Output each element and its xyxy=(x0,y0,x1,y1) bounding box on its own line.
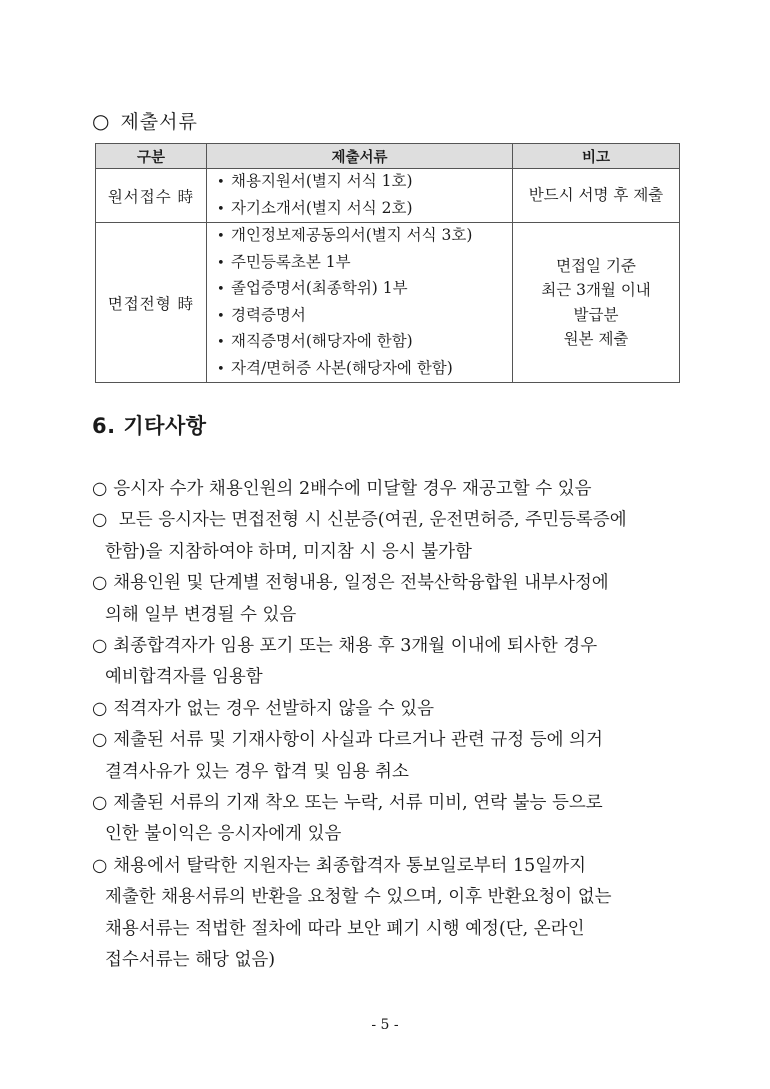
item-text: 인한 불이익은 응시자에게 있음 xyxy=(105,824,342,845)
item-first-line xyxy=(92,474,682,505)
item-continuation-line xyxy=(92,600,682,631)
item-text: 제출한 채용서류의 반환을 요청할 수 있으며, 이후 반환요청이 없는 xyxy=(105,887,612,908)
bullet-icon: • xyxy=(217,308,225,324)
note-line: 최근 3개월 이내 xyxy=(541,281,651,299)
list-item xyxy=(92,631,682,694)
item-text: 채용인원 및 단계별 전형내용, 일정은 전북산학융합원 내부사정에 xyxy=(113,573,609,594)
item-continuation-line xyxy=(92,819,682,850)
note-line: 원본 제출 xyxy=(563,330,629,348)
document-name: 개인정보제공동의서(별지 서식 3호) xyxy=(231,226,473,244)
item-text: 채용에서 탈락한 지원자는 최종합격자 통보일로부터 15일까지 xyxy=(113,855,586,876)
item-first-line xyxy=(92,631,682,662)
document-name: 졸업증명서(최종학위) 1부 xyxy=(231,279,408,297)
circle-marker-icon: ○ xyxy=(92,698,108,719)
document-name: 자기소개서(별지 서식 2호) xyxy=(231,198,413,217)
item-continuation-line xyxy=(92,945,682,976)
list-item xyxy=(92,568,682,631)
circle-marker-icon: ○ xyxy=(92,510,108,531)
item-text: 제출된 서류의 기재 착오 또는 누락, 서류 미비, 연락 불능 등으로 xyxy=(113,793,603,814)
list-item xyxy=(92,788,682,851)
document-name: 경력증명서 xyxy=(231,305,306,324)
item-text: 응시자 수가 채용인원의 2배수에 미달할 경우 재공고할 수 있음 xyxy=(113,479,592,499)
bullet-icon: • xyxy=(217,282,225,297)
list-item xyxy=(92,505,682,568)
bullet-icon: • xyxy=(217,255,225,271)
list-item xyxy=(217,196,512,223)
list-item xyxy=(217,276,512,303)
row-category: 원서접수 時 xyxy=(96,169,207,223)
circle-marker-icon: ○ xyxy=(92,793,108,814)
item-text: 적격자가 없는 경우 선발하지 않을 수 있음 xyxy=(113,698,435,719)
item-continuation-line xyxy=(92,914,682,945)
list-item xyxy=(217,303,512,330)
bullet-icon: • xyxy=(217,361,225,377)
note-line: 반드시 서명 후 제출 xyxy=(528,186,664,205)
item-text: 의해 일부 변경될 수 있음 xyxy=(105,604,297,625)
row-note xyxy=(513,169,680,223)
page-number: - 5 - xyxy=(371,1017,399,1033)
list-item xyxy=(92,474,682,505)
item-first-line xyxy=(92,725,682,756)
bullet-icon: • xyxy=(217,335,225,350)
item-first-line xyxy=(92,694,682,725)
document-name: 주민등록초본 1부 xyxy=(231,252,351,271)
table-header-row xyxy=(96,144,680,169)
item-text: 최종합격자가 임용 포기 또는 채용 후 3개월 이내에 퇴사한 경우 xyxy=(113,636,598,657)
note-line: 발급분 xyxy=(573,305,619,324)
item-continuation-line xyxy=(92,757,682,788)
list-item xyxy=(217,169,512,196)
circle-marker-icon: ○ xyxy=(92,855,108,876)
document-name: 채용지원서(별지 서식 1호) xyxy=(231,172,413,190)
item-text: 접수서류는 해당 없음) xyxy=(105,950,276,971)
bullet-icon: • xyxy=(217,175,225,190)
document-name: 자격/면허증 사본(해당자에 한함) xyxy=(231,358,453,377)
row-category: 면접전형 時 xyxy=(96,223,207,383)
list-item xyxy=(92,725,682,788)
list-item xyxy=(217,250,512,277)
header-note: 비고 xyxy=(513,144,680,169)
row-documents xyxy=(207,169,513,223)
submit-docs-title: 제출서류 xyxy=(120,111,198,133)
bullet-icon: • xyxy=(217,201,225,217)
row-documents xyxy=(207,223,513,383)
table-row xyxy=(96,169,680,223)
circle-marker-icon: ○ xyxy=(92,636,108,657)
list-item xyxy=(217,356,512,383)
item-text: 채용서류는 적법한 절차에 따라 보안 폐기 시행 예정(단, 온라인 xyxy=(105,918,585,939)
item-first-line xyxy=(92,568,682,599)
item-text: 모든 응시자는 면접전형 시 신분증(여권, 운전면허증, 주민등록증에 xyxy=(113,510,627,531)
bullet-icon: • xyxy=(217,229,225,244)
circle-marker-icon: ○ xyxy=(92,479,108,499)
table-row xyxy=(96,223,680,383)
item-first-line xyxy=(92,851,682,882)
item-first-line xyxy=(92,505,682,536)
item-text: 예비합격자를 임용함 xyxy=(105,667,263,688)
header-category: 구분 xyxy=(96,144,207,169)
list-item xyxy=(92,851,682,977)
list-item xyxy=(217,329,512,356)
list-item xyxy=(92,694,682,725)
submit-docs-table xyxy=(95,143,680,383)
etc-items-list xyxy=(92,474,682,977)
row-note xyxy=(513,223,680,383)
list-item xyxy=(217,223,512,250)
item-text: 제출된 서류 및 기재사항이 사실과 다르거나 관련 규정 등에 의거 xyxy=(113,730,603,751)
item-text: 한함)을 지참하여야 하며, 미지참 시 응시 불가함 xyxy=(105,541,472,562)
item-first-line xyxy=(92,788,682,819)
note-line: 면접일 기준 xyxy=(556,256,636,275)
item-text: 결격사유가 있는 경우 합격 및 임용 취소 xyxy=(105,761,409,782)
item-continuation-line xyxy=(92,537,682,568)
section-6-title: 6. 기타사항 xyxy=(92,414,207,438)
header-documents: 제출서류 xyxy=(207,144,513,169)
item-continuation-line xyxy=(92,882,682,913)
document-name: 재직증명서(해당자에 한함) xyxy=(231,332,413,350)
circle-marker-icon: ○ xyxy=(92,730,108,751)
circle-marker-icon: ○ xyxy=(92,573,108,594)
submit-docs-heading xyxy=(92,107,198,134)
item-continuation-line xyxy=(92,662,682,693)
circle-marker-icon: ○ xyxy=(92,109,111,133)
